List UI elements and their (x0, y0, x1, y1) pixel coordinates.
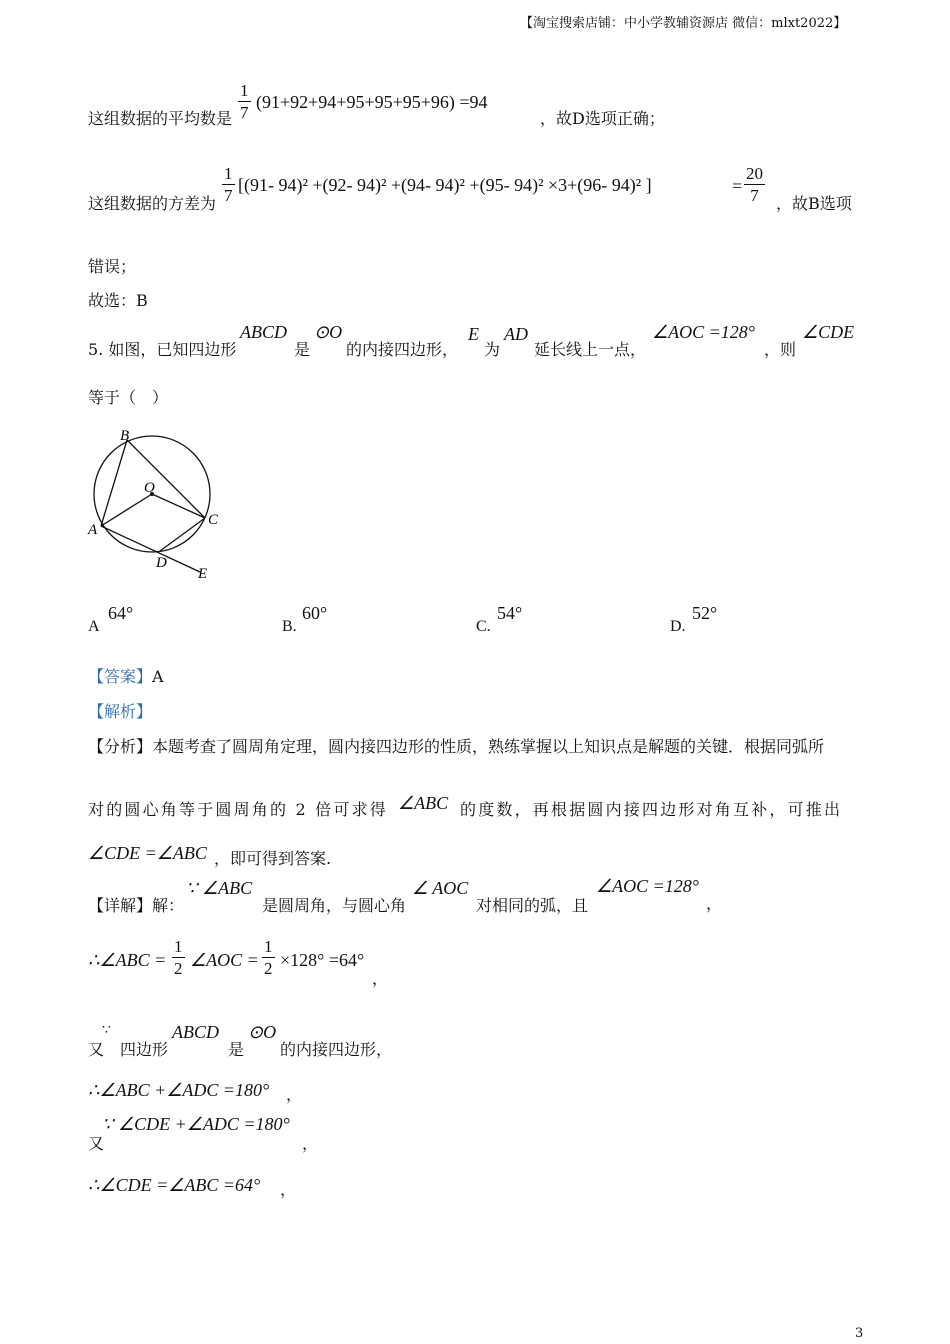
mean-suffix: ，故D选项正确； (540, 109, 665, 128)
segment-dc (160, 518, 205, 551)
step3: ∴∠ABC +∠ADC =180° (88, 1080, 270, 1100)
page-header: 【淘宝搜索店铺：中小学教辅资源店 微信：mlxt2022】 (520, 16, 847, 31)
q5-ad: AD (504, 324, 528, 344)
q5-angle-aoc: ∠AOC =128° (652, 322, 755, 342)
label-c: C (208, 512, 219, 528)
answer-tag: 【答案】 (88, 667, 153, 686)
variance-cont: 错误； (88, 257, 137, 276)
q5-circle-o: ⊙O (314, 322, 343, 342)
q5-t3: 为 (484, 340, 501, 359)
step1-c: ×128° =64° (280, 950, 365, 970)
choice-c-letter: C. (476, 618, 491, 635)
step2-d: 的内接四边形， (280, 1040, 393, 1059)
mean-prefix: 这组数据的平均数是 (88, 109, 233, 128)
step1-frac1-num: 1 (174, 937, 183, 956)
detail-m2: ∠ AOC (412, 878, 469, 898)
q5-t1: 是 (294, 340, 311, 359)
q5-number: 5. 如图，已知四边形 (88, 340, 237, 359)
step2-a: 又 (88, 1040, 105, 1059)
label-d: D (156, 555, 167, 571)
q5-abcd: ABCD (240, 322, 287, 342)
analysis-tag: 【解析】 (88, 702, 153, 721)
step4-m: ∵ ∠CDE +∠ADC =180° (102, 1114, 290, 1134)
detail-t3: ， (706, 894, 723, 913)
step1-frac1 (172, 938, 185, 977)
label-o: O (144, 480, 155, 496)
variance-prefix: 这组数据的方差为 (88, 194, 217, 213)
segment-oc (152, 494, 205, 518)
q5-angle-cde: ∠CDE (802, 322, 855, 342)
choice-d-value: 52° (692, 603, 718, 623)
step2-b: 四边形 (120, 1040, 169, 1059)
analysis-l2b: 的度数，再根据圆内接四边形对角互补，可推出 (460, 800, 843, 819)
step2-m2: ⊙O (248, 1022, 277, 1042)
step2-c: 是 (228, 1040, 245, 1059)
choice-c-value: 54° (497, 603, 523, 623)
step4-end: ， (302, 1134, 319, 1153)
variance-frac-den: 7 (224, 186, 233, 205)
detail-t1: 是圆周角，与圆心角 (262, 896, 407, 915)
mean-fraction (238, 82, 251, 121)
label-b: B (120, 428, 130, 444)
q5-e: E (468, 324, 479, 344)
prev-answer: 故选：B (88, 291, 148, 310)
segment-bc (127, 440, 205, 518)
variance-suffix: ，故B选项 (776, 194, 852, 213)
analysis-l2m: ∠ABC (398, 793, 449, 813)
page-number: 3 (855, 1326, 864, 1341)
choice-d-letter: D. (670, 618, 686, 635)
variance-result (744, 165, 765, 204)
analysis-l3b: ，即可得到答案. (214, 849, 332, 868)
detail-m1: ∵ ∠ABC (186, 878, 253, 898)
choice-a-value: 64° (108, 603, 134, 623)
analysis-l3m: ∠CDE =∠ABC (88, 843, 207, 863)
choice-b-value: 60° (302, 603, 328, 623)
step5: ∴∠CDE =∠ABC =64° (88, 1175, 261, 1195)
mean-frac-den: 7 (240, 103, 249, 122)
analysis-l2a: 对的圆心角等于圆周角的 2 倍可求得 (88, 800, 388, 819)
step2-because: ∵ (102, 1023, 111, 1038)
variance-fraction (222, 165, 235, 204)
step3-end: ， (286, 1085, 303, 1104)
variance-equals: = (732, 176, 743, 196)
step1-frac2-den: 2 (264, 959, 273, 978)
step1-d: ， (372, 969, 389, 988)
choice-a-letter: A (88, 618, 100, 635)
label-a: A (88, 522, 98, 538)
step4-a: 又 (88, 1134, 105, 1153)
answer-line (88, 664, 164, 687)
step1-b: ∠AOC = (190, 950, 259, 970)
mean-frac-num: 1 (240, 81, 249, 100)
answer-value: A (152, 667, 164, 686)
step1-a: ∴∠ABC = (88, 950, 167, 970)
step1-frac2-num: 1 (264, 937, 273, 956)
label-e: E (198, 566, 208, 582)
variance-expression: [(91- 94)² +(92- 94)² +(94- 94)² +(95- 94)² ×3+(96- 94)² ] (238, 175, 652, 195)
step5-end: ， (280, 1180, 297, 1199)
step2-m1: ABCD (172, 1022, 219, 1042)
step1-frac1-den: 2 (174, 959, 183, 978)
variance-frac-num: 1 (224, 164, 233, 183)
q5-t6: 等于（ ） (88, 388, 169, 407)
q5-t4: 延长线上一点， (534, 340, 647, 359)
mean-expression: (91+92+94+95+95+95+96) =94 (256, 92, 488, 112)
geometry-figure (80, 422, 230, 587)
choice-b-letter: B. (282, 618, 297, 635)
q5-t5: ，则 (764, 340, 797, 359)
detail-m3: ∠AOC =128° (596, 876, 699, 896)
q5-t2: 的内接四边形， (346, 340, 459, 359)
detail-t2: 对相同的弧，且 (476, 896, 589, 915)
analysis-l1: 【分析】本题考查了圆周角定理，圆内接四边形的性质，熟练掌握以上知识点是解题的关键．根据同弧所 (88, 737, 825, 756)
segment-ab (101, 440, 127, 526)
variance-res-den: 7 (750, 186, 759, 205)
detail-tag: 【详解】解： (88, 896, 185, 915)
variance-res-num: 20 (746, 164, 763, 183)
step1-frac2 (262, 938, 275, 977)
